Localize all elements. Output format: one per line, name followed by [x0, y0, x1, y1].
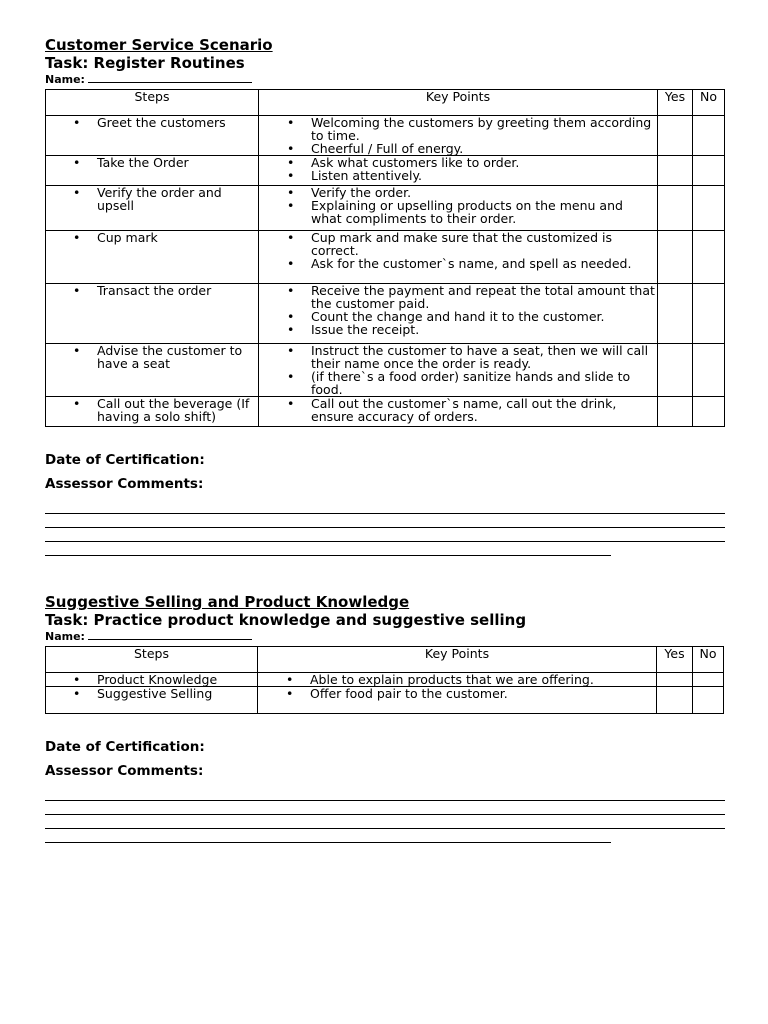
key-points-cell	[259, 156, 658, 186]
key-point: • (if there`s a food order) sanitize hands and slide to food.	[311, 370, 657, 396]
key-point: • Cup mark and make sure that the customized is correct.	[311, 231, 657, 257]
name-blank	[88, 73, 252, 83]
step-text: • Transact the order	[97, 284, 258, 297]
key-points-cell	[259, 344, 658, 397]
section-title: Suggestive Selling and Product Knowledge	[45, 593, 410, 611]
step-text: • Take the Order	[97, 156, 258, 169]
key-points-cell	[258, 687, 657, 714]
comment-lines	[45, 787, 725, 843]
comment-line	[45, 787, 725, 801]
step-cell	[46, 231, 259, 284]
section-customer-service	[45, 36, 725, 427]
task-title: Task: Register Routines	[45, 54, 245, 72]
no-checkbox-cell[interactable]	[693, 284, 725, 344]
table-row	[46, 156, 725, 186]
key-point: • Cheerful / Full of energy.	[311, 142, 657, 155]
comment-line	[45, 829, 611, 843]
table-row	[46, 284, 725, 344]
no-checkbox-cell[interactable]	[693, 186, 725, 231]
checklist-table	[45, 646, 724, 714]
key-point: • Issue the receipt.	[311, 323, 657, 336]
step-cell	[46, 156, 259, 186]
yes-checkbox-cell[interactable]	[658, 397, 693, 427]
section-suggestive-selling	[45, 593, 725, 714]
header-key-points: Key Points	[259, 90, 658, 116]
yes-checkbox-cell[interactable]	[658, 344, 693, 397]
yes-checkbox-cell[interactable]	[658, 231, 693, 284]
header-yes: Yes	[657, 647, 693, 673]
key-point: • Count the change and hand it to the customer.	[311, 310, 657, 323]
comment-line	[45, 801, 725, 815]
comment-line	[45, 542, 611, 556]
no-checkbox-cell[interactable]	[693, 673, 724, 687]
step-text: • Advise the customer to have a seat	[97, 344, 258, 370]
key-point: • Ask for the customer`s name, and spell as needed.	[311, 257, 657, 270]
name-line	[45, 630, 725, 643]
table-row	[46, 186, 725, 231]
yes-checkbox-cell[interactable]	[657, 673, 693, 687]
key-points-cell	[259, 231, 658, 284]
no-checkbox-cell[interactable]	[693, 116, 725, 156]
section-title: Customer Service Scenario	[45, 36, 273, 54]
name-line	[45, 73, 725, 86]
key-point: • Call out the customer`s name, call out the drink, ensure accuracy of orders.	[311, 397, 657, 423]
table-row	[46, 687, 724, 714]
no-checkbox-cell[interactable]	[693, 231, 725, 284]
table-header-row	[46, 90, 725, 116]
table-row	[46, 231, 725, 284]
header-key-points: Key Points	[258, 647, 657, 673]
key-point: • Instruct the customer to have a seat, then we will call their name once the order is ready.	[311, 344, 657, 370]
key-points-cell	[259, 284, 658, 344]
step-cell	[46, 186, 259, 231]
step-text: • Cup mark	[97, 231, 258, 244]
step-text: • Product Knowledge	[97, 673, 257, 686]
checklist-table	[45, 89, 725, 427]
table-row	[46, 673, 724, 687]
step-text: • Verify the order and upsell	[97, 186, 258, 212]
date-of-certification-label: Date of Certification:	[45, 739, 205, 755]
key-point: • Welcoming the customers by greeting them according to time.	[311, 116, 657, 142]
yes-checkbox-cell[interactable]	[658, 156, 693, 186]
yes-checkbox-cell[interactable]	[657, 687, 693, 714]
key-point: • Explaining or upselling products on the menu and what compliments to their order.	[311, 199, 657, 225]
key-points-cell	[259, 116, 658, 156]
comment-line	[45, 514, 725, 528]
date-of-certification-label: Date of Certification:	[45, 452, 205, 468]
key-point: • Able to explain products that we are offering.	[310, 673, 656, 686]
comment-line	[45, 528, 725, 542]
assessor-comments-label: Assessor Comments:	[45, 476, 204, 492]
yes-checkbox-cell[interactable]	[658, 284, 693, 344]
step-text: • Greet the customers	[97, 116, 258, 129]
comment-line	[45, 815, 725, 829]
key-points-cell	[259, 397, 658, 427]
header-no: No	[693, 90, 725, 116]
comment-line	[45, 500, 725, 514]
comment-lines	[45, 500, 725, 556]
key-point: • Receive the payment and repeat the total amount that the customer paid.	[311, 284, 657, 310]
table-row	[46, 397, 725, 427]
header-yes: Yes	[658, 90, 693, 116]
key-points-cell	[258, 673, 657, 687]
name-blank	[88, 630, 252, 640]
assessor-comments-label: Assessor Comments:	[45, 763, 204, 779]
key-point: • Listen attentively.	[311, 169, 657, 182]
key-point: • Offer food pair to the customer.	[310, 687, 656, 700]
name-label: Name:	[45, 73, 85, 86]
step-cell	[46, 116, 259, 156]
name-label: Name:	[45, 630, 85, 643]
header-no: No	[693, 647, 724, 673]
step-text: • Call out the beverage (If having a solo shift)	[97, 397, 258, 423]
key-point: • Ask what customers like to order.	[311, 156, 657, 169]
step-text: • Suggestive Selling	[97, 687, 257, 700]
header-steps: Steps	[46, 90, 259, 116]
yes-checkbox-cell[interactable]	[658, 186, 693, 231]
no-checkbox-cell[interactable]	[693, 687, 724, 714]
no-checkbox-cell[interactable]	[693, 397, 725, 427]
header-steps: Steps	[46, 647, 258, 673]
step-cell	[46, 397, 259, 427]
task-title: Task: Practice product knowledge and suggestive selling	[45, 611, 527, 629]
table-row	[46, 116, 725, 156]
yes-checkbox-cell[interactable]	[658, 116, 693, 156]
table-row	[46, 344, 725, 397]
table-header-row	[46, 647, 724, 673]
step-cell	[46, 284, 259, 344]
step-cell	[46, 687, 258, 714]
key-point: • Verify the order.	[311, 186, 657, 199]
no-checkbox-cell[interactable]	[693, 156, 725, 186]
step-cell	[46, 673, 258, 687]
step-cell	[46, 344, 259, 397]
key-points-cell	[259, 186, 658, 231]
no-checkbox-cell[interactable]	[693, 344, 725, 397]
